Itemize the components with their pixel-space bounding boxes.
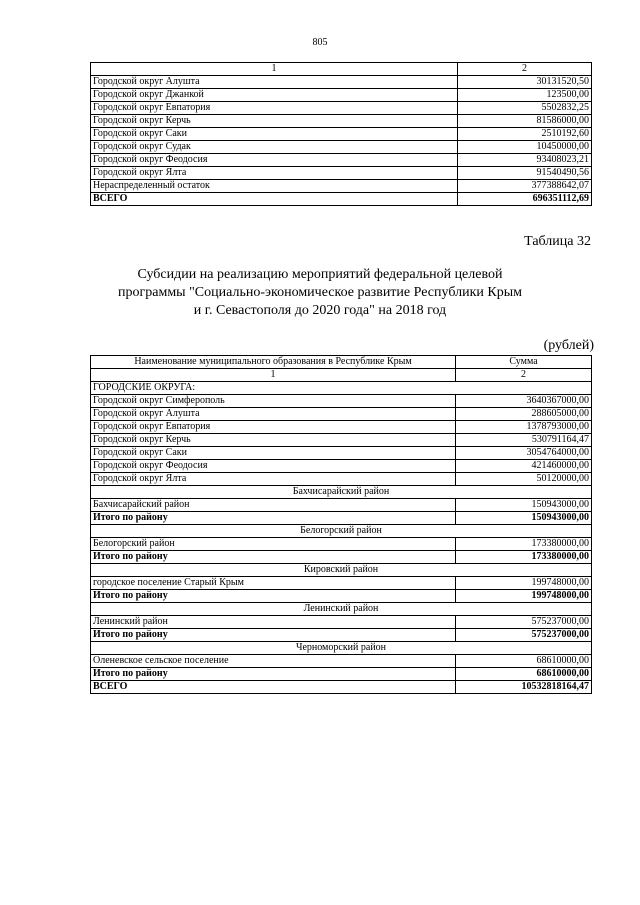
row-value: 173380000,00 [456, 538, 592, 551]
district-heading: Кировский район [91, 564, 592, 577]
row-value: 696351112,69 [458, 193, 592, 206]
row-value: 68610000,00 [456, 668, 592, 681]
table-row [91, 102, 592, 115]
table-row [91, 447, 592, 460]
district-heading-row [91, 486, 592, 499]
table-row [91, 141, 592, 154]
district-heading-row [91, 525, 592, 538]
row-name: городское поселение Старый Крым [91, 577, 456, 590]
district-heading: Бахчисарайский район [91, 486, 592, 499]
row-name: Городской округ Евпатория [91, 421, 456, 434]
column-number-2: 2 [458, 63, 592, 76]
units-label: (рублей) [543, 338, 594, 353]
table-row [91, 473, 592, 486]
row-value: 150943000,00 [456, 499, 592, 512]
district-heading-row [91, 564, 592, 577]
row-value: 10532818164,47 [456, 681, 592, 694]
column-number-2: 2 [456, 369, 592, 382]
table-row [91, 655, 592, 668]
row-name: Городской округ Симферополь [91, 395, 456, 408]
table-row [91, 460, 592, 473]
row-name: Оленевское сельское поселение [91, 655, 456, 668]
row-value: 288605000,00 [456, 408, 592, 421]
row-name: Ленинский район [91, 616, 456, 629]
row-value: 3054764000,00 [456, 447, 592, 460]
row-name: Бахчисарайский район [91, 499, 456, 512]
row-name: Итого по району [91, 551, 456, 564]
row-value: 30131520,50 [458, 76, 592, 89]
table-row [91, 577, 592, 590]
table-row [91, 167, 592, 180]
continued-distribution-table [90, 62, 592, 206]
row-value: 150943000,00 [456, 512, 592, 525]
row-name: Городской округ Керчь [91, 115, 458, 128]
row-name: Городской округ Евпатория [91, 102, 458, 115]
column-number-row [91, 369, 592, 382]
row-value: 173380000,00 [456, 551, 592, 564]
district-total-row [91, 551, 592, 564]
table-row [91, 408, 592, 421]
table-row [91, 128, 592, 141]
table-row [91, 89, 592, 102]
row-value: 575237000,00 [456, 616, 592, 629]
row-name: Итого по району [91, 590, 456, 603]
table-row [91, 616, 592, 629]
row-value: 421460000,00 [456, 460, 592, 473]
row-value: 2510192,60 [458, 128, 592, 141]
district-total-row [91, 629, 592, 642]
subsidies-table [90, 355, 592, 694]
row-value: 10450000,00 [458, 141, 592, 154]
page-number: 805 [312, 37, 328, 48]
row-value: 199748000,00 [456, 590, 592, 603]
district-total-row [91, 512, 592, 525]
title-line-3: и г. Севастополя до 2020 года" на 2018 год [193, 303, 447, 318]
table-row [91, 154, 592, 167]
district-heading: Белогорский район [91, 525, 592, 538]
table-row [91, 76, 592, 89]
district-heading: Ленинский район [91, 603, 592, 616]
table-title [0, 266, 640, 320]
row-name: Городской округ Керчь [91, 434, 456, 447]
row-value: 3640367000,00 [456, 395, 592, 408]
row-name: Городской округ Судак [91, 141, 458, 154]
table-row [91, 434, 592, 447]
row-name: Городской округ Алушта [91, 76, 458, 89]
column-number-row [91, 63, 592, 76]
row-value: 1378793000,00 [456, 421, 592, 434]
table-row [91, 180, 592, 193]
grand-total-row [91, 681, 592, 694]
row-name: Городской округ Саки [91, 128, 458, 141]
row-value: 91540490,56 [458, 167, 592, 180]
table-row [91, 538, 592, 551]
row-name: Итого по району [91, 512, 456, 525]
row-name: Городской округ Феодосия [91, 154, 458, 167]
title-line-1: Субсидии на реализацию мероприятий федеральной целевой [137, 267, 503, 282]
table-row [91, 421, 592, 434]
row-name: Городской округ Алушта [91, 408, 456, 421]
district-total-row [91, 590, 592, 603]
district-heading-row [91, 603, 592, 616]
district-heading: Черноморский район [91, 642, 592, 655]
table-row [91, 115, 592, 128]
row-value: 530791164,47 [456, 434, 592, 447]
row-value: 50120000,00 [456, 473, 592, 486]
row-name: Белогорский район [91, 538, 456, 551]
table-label: Таблица 32 [524, 234, 591, 249]
row-value: 81586000,00 [458, 115, 592, 128]
district-total-row [91, 668, 592, 681]
title-line-2: программы "Социально-экономическое развитие Республики Крым [118, 285, 522, 300]
row-name: Городской округ Ялта [91, 473, 456, 486]
column-number-1: 1 [91, 63, 458, 76]
column-header-row [91, 356, 592, 369]
district-heading-row [91, 642, 592, 655]
row-value: 5502832,25 [458, 102, 592, 115]
total-row [91, 193, 592, 206]
row-name: Городской округ Саки [91, 447, 456, 460]
table-row [91, 395, 592, 408]
row-name: Городской округ Феодосия [91, 460, 456, 473]
row-name: Итого по району [91, 668, 456, 681]
row-value: 377388642,07 [458, 180, 592, 193]
row-value: 68610000,00 [456, 655, 592, 668]
row-name: ВСЕГО [91, 681, 456, 694]
row-value: 93408023,21 [458, 154, 592, 167]
section-header: ГОРОДСКИЕ ОКРУГА: [91, 382, 592, 395]
row-value: 123500,00 [458, 89, 592, 102]
row-name: Городской округ Ялта [91, 167, 458, 180]
row-name: ВСЕГО [91, 193, 458, 206]
table-row [91, 499, 592, 512]
column-header-name: Наименование муниципального образования в Республике Крым [91, 356, 456, 369]
row-name: Городской округ Джанкой [91, 89, 458, 102]
column-number-1: 1 [91, 369, 456, 382]
row-name: Нераспределенный остаток [91, 180, 458, 193]
section-header-row [91, 382, 592, 395]
row-value: 575237000,00 [456, 629, 592, 642]
row-name: Итого по району [91, 629, 456, 642]
column-header-sum: Сумма [456, 356, 592, 369]
row-value: 199748000,00 [456, 577, 592, 590]
